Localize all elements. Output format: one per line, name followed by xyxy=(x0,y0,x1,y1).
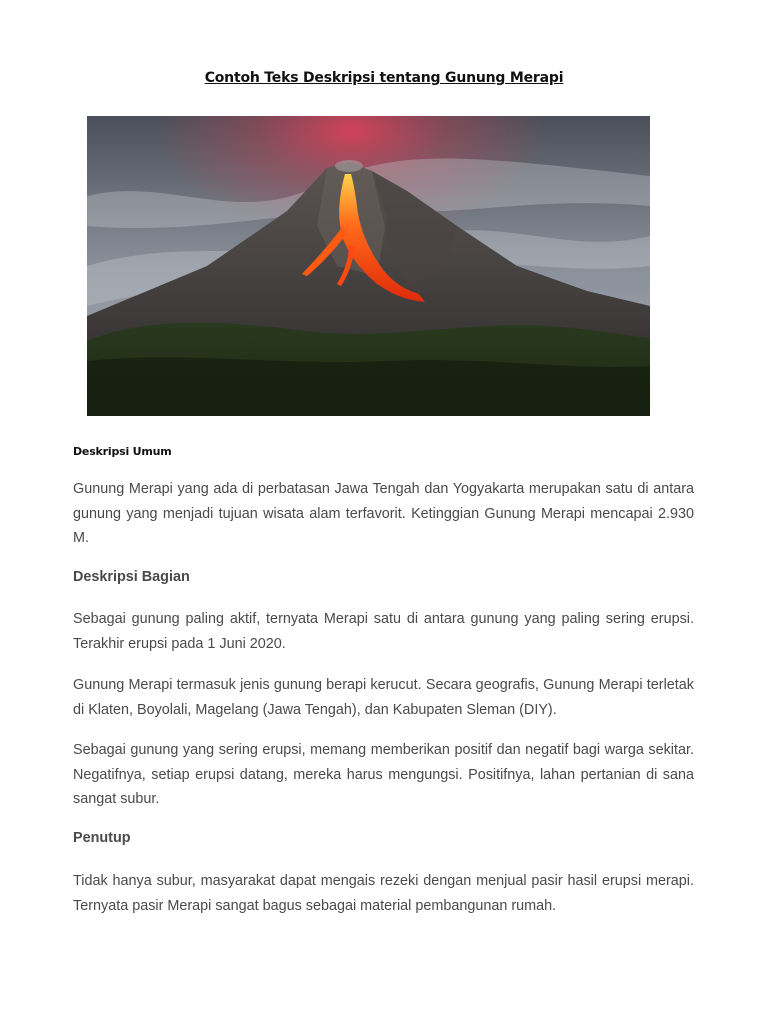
paragraph-penutup: Tidak hanya subur, masyarakat dapat mengais rezeki dengan menjual pasir hasil erupsi merapi. Ternyata pasir Merapi sangat bagus sebagai material pembangunan rumah. xyxy=(73,873,694,914)
document-title: Contoh Teks Deskripsi tentang Gunung Merapi xyxy=(204,70,564,86)
heading-penutup: Penutup xyxy=(73,830,131,846)
paragraph-bagian-2: Gunung Merapi termasuk jenis gunung berapi kerucut. Secara geografis, Gunung Merapi terletak di Klaten, Boyolali, Magelang (Jawa Tengah), dan Kabupaten Sleman (DIY). xyxy=(73,677,694,718)
paragraph-deskripsi-umum: Gunung Merapi yang ada di perbatasan Jawa Tengah dan Yogyakarta merupakan satu di antara gunung yang menjadi tujuan wisata alam terfavorit. Ketinggian Gunung Merapi mencapai 2.930 M. xyxy=(73,481,694,546)
paragraph-bagian-1: Sebagai gunung paling aktif, ternyata Merapi satu di antara gunung yang paling sering erupsi. Terakhir erupsi pada 1 Juni 2020. xyxy=(73,611,694,652)
volcano-photo xyxy=(87,116,650,416)
heading-deskripsi-bagian: Deskripsi Bagian xyxy=(73,569,190,585)
paragraph-bagian-3: Sebagai gunung yang sering erupsi, memang memberikan positif dan negatif bagi warga sekitar. Negatifnya, setiap erupsi datang, mereka harus mengungsi. Positifnya, lahan pertanian di sana sangat subur. xyxy=(73,742,694,807)
heading-deskripsi-umum: Deskripsi Umum xyxy=(73,445,172,458)
